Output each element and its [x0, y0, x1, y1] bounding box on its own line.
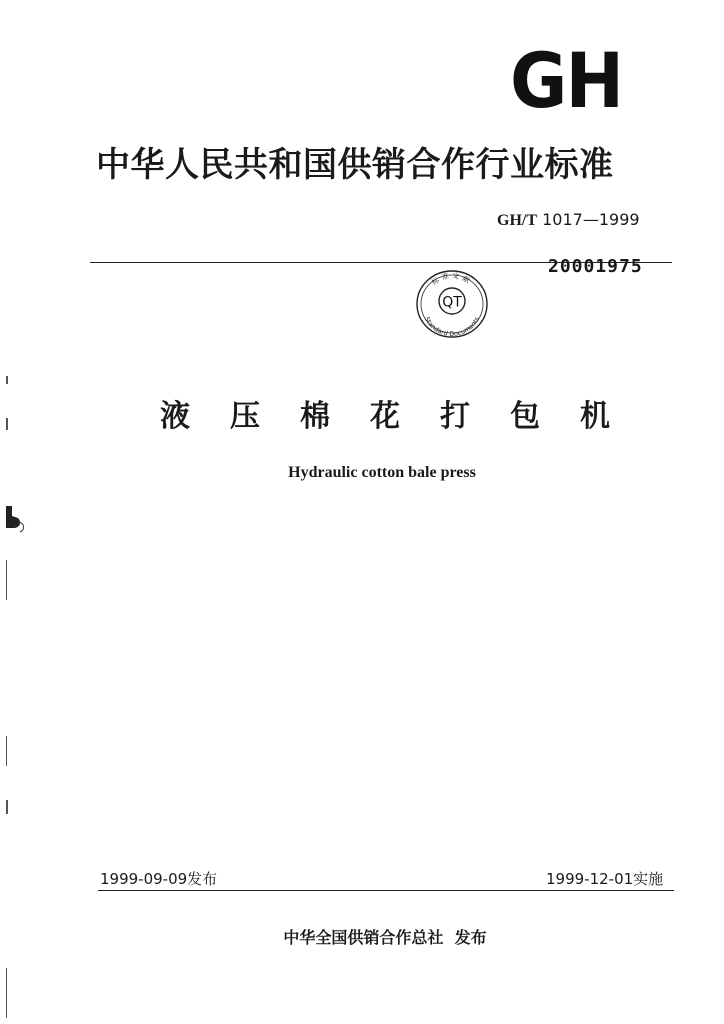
document-title-english: Hydraulic cotton bale press: [288, 464, 476, 481]
title-char: 液: [160, 399, 190, 434]
scan-mark: [6, 800, 8, 814]
standard-number-value: 1017—1999: [542, 210, 640, 229]
scan-mark: [6, 736, 7, 766]
title-char: 花: [370, 399, 400, 434]
publisher: 中华全国供销合作总社 发布: [283, 928, 487, 947]
scan-mark: [6, 560, 7, 600]
issue-date: 1999-09-09发布: [100, 870, 218, 888]
gh-logo: GH: [510, 36, 623, 125]
svg-text:Standard Documents: [423, 315, 482, 338]
standard-number: [497, 209, 640, 232]
standard-code: GH/T: [497, 212, 538, 229]
document-title: [160, 395, 610, 439]
standard-documents-seal-icon: [414, 268, 490, 340]
binding-hole-icon: [4, 504, 26, 534]
scan-mark: [6, 968, 7, 1018]
scan-mark: [6, 376, 8, 384]
implementation-date: 1999-12-01实施: [546, 870, 664, 888]
title-char: 棉: [300, 399, 330, 434]
bottom-divider: [98, 890, 674, 891]
seal-bottom-arc-text: Standard Documents: [422, 315, 482, 339]
title-char: 机: [580, 399, 610, 434]
standard-title: 中华人民共和国供销合作行业标准: [96, 145, 614, 185]
title-char: 打: [440, 399, 470, 434]
svg-text:标准文献: [430, 271, 474, 287]
record-number: 20001975: [548, 256, 643, 277]
seal-top-arc-text: 标准文献: [430, 271, 474, 287]
scan-mark: [6, 418, 8, 430]
title-char: 包: [510, 399, 540, 434]
title-char: 压: [230, 399, 260, 434]
seal-center-text: QT: [442, 294, 462, 311]
